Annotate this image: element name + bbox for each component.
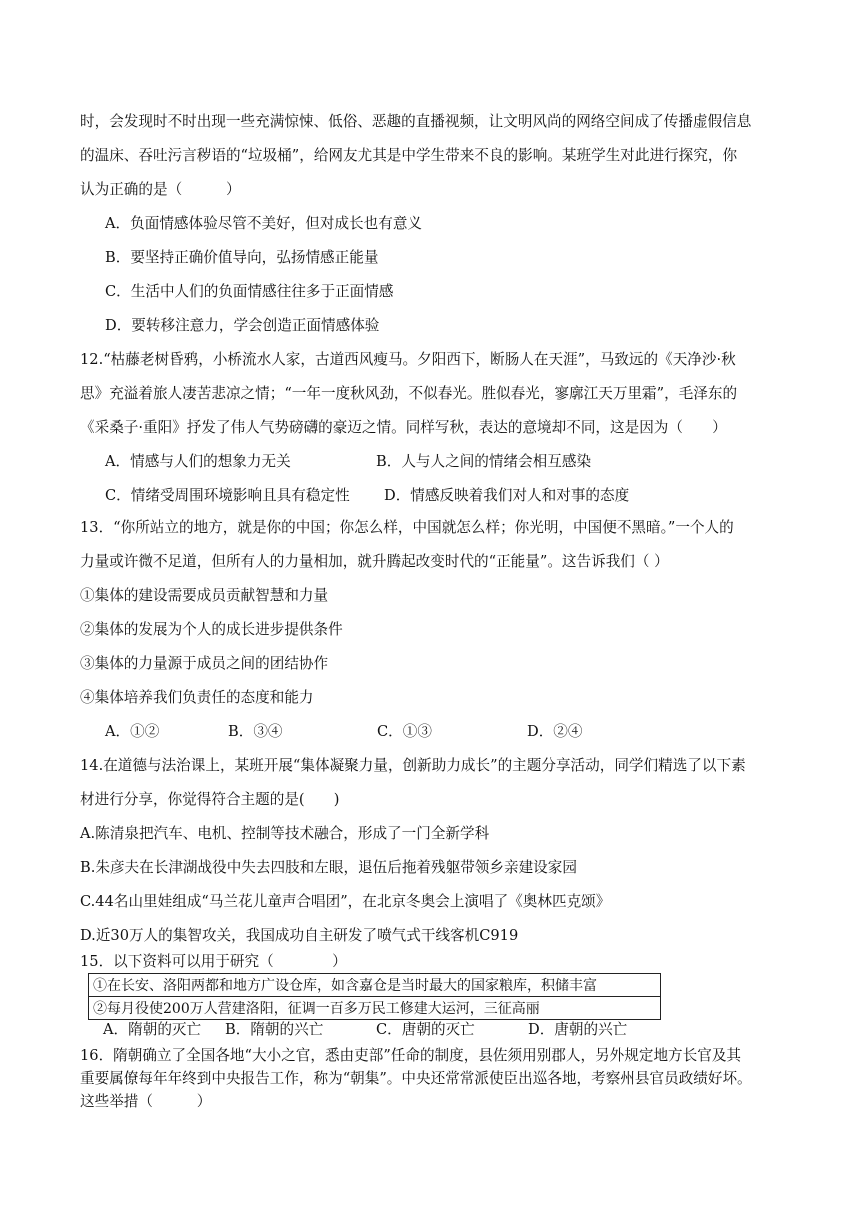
q15-source-table xyxy=(88,973,661,1020)
q14-option-c: C.44名山里娃组成“马兰花儿童声合唱团”，在北京冬奥会上演唱了《奥林匹克颂》 xyxy=(80,893,611,910)
q15-option-c: C．唐朝的灭亡 xyxy=(376,1021,475,1038)
q12-stem-line-1: 12.“枯藤老树昏鸦，小桥流水人家，古道西风瘦马。夕阳西下，断肠人在天涯”，马致远的《天净沙·秋 xyxy=(80,351,736,368)
q14-option-d: D.近30万人的集智攻关，我国成功自主研发了喷气式干线客机C919 xyxy=(80,927,519,944)
q11-stem-line-2: 的温床、吞吐污言秽语的“垃圾桶”，给网友尤其是中学生带来不良的影响。某班学生对此进行探究，你 xyxy=(80,147,738,164)
q11-option-c: C．生活中人们的负面情感往往多于正面情感 xyxy=(105,283,394,300)
q15-option-d: D．唐朝的兴亡 xyxy=(528,1021,628,1038)
q15-option-a: A．隋朝的灭亡 xyxy=(103,1021,202,1038)
q15-source-2: ②每月役使200万人营建洛阳，征调一百多万民工修建大运河，三征高丽 xyxy=(89,997,661,1020)
q11-option-a: A．负面情感体验尽管不美好，但对成长也有意义 xyxy=(105,215,423,232)
q13-option-d: D．②④ xyxy=(527,723,583,740)
q12-stem-line-3: 《采桑子·重阳》抒发了伟人气势磅礴的豪迈之情。同样写秋，表达的意境却不同，这是因为（ ） xyxy=(80,419,727,436)
q15-option-b: B．隋朝的兴亡 xyxy=(225,1021,324,1038)
q14-option-b: B.朱彦夫在长津湖战役中失去四肢和左眼，退伍后拖着残躯带领乡亲建设家园 xyxy=(80,859,577,876)
q15-stem: 15．以下资料可以用于研究（ ） xyxy=(80,953,347,970)
table-row xyxy=(89,974,661,997)
q12-stem-line-2: 思》充溢着旅人凄苦悲凉之情；“一年一度秋风劲，不似春光。胜似春光，寥廓江天万里霜”，毛泽东的 xyxy=(80,385,738,402)
q11-option-b: B．要坚持正确价值导向，弘扬情感正能量 xyxy=(105,249,379,266)
q16-stem-line-2: 重要属僚每年年终到中央报告工作，称为“朝集”。中央还常常派使臣出巡各地，考察州县官员政绩好坏。 xyxy=(80,1070,752,1087)
q12-option-c: C．情绪受周围环境影响且具有稳定性 xyxy=(105,487,350,504)
q16-stem-line-1: 16．隋朝确立了全国各地“大小之官，悉由吏部”任命的制度，县佐须用别郡人，另外规定地方长官及其 xyxy=(80,1047,742,1064)
q13-item-2: ②集体的发展为个人的成长进步提供条件 xyxy=(80,621,343,638)
q11-stem-line-1: 时，会发现时不时出现一些充满惊悚、低俗、恶趣的直播视频，让文明风尚的网络空间成了传播虚假信息 xyxy=(80,113,752,130)
q13-option-c: C．①③ xyxy=(377,723,432,740)
q13-stem-line-1: 13．“你所站立的地方，就是你的中国；你怎么样，中国就怎么样；你光明，中国便不黑暗。”一个人的 xyxy=(80,519,734,536)
q14-option-a: A.陈清泉把汽车、电机、控制等技术融合，形成了一门全新学科 xyxy=(80,825,490,842)
q16-stem-line-3: 这些举措（ ） xyxy=(80,1093,212,1110)
q12-option-d: D．情感反映着我们对人和对事的态度 xyxy=(384,487,630,504)
q12-option-b: B．人与人之间的情绪会相互感染 xyxy=(376,453,592,470)
q14-stem-line-1: 14.在道德与法治课上，某班开展“集体凝聚力量，创新助力成长”的主题分享活动，同学们精选了以下素 xyxy=(80,757,746,774)
q15-source-1: ①在长安、洛阳两都和地方广设仓库，如含嘉仓是当时最大的国家粮库，积储丰富 xyxy=(89,974,661,997)
q11-option-d: D．要转移注意力，学会创造正面情感体验 xyxy=(105,317,380,334)
q13-option-b: B．③④ xyxy=(228,723,283,740)
q13-item-3: ③集体的力量源于成员之间的团结协作 xyxy=(80,655,329,672)
q12-option-a: A．情感与人们的想象力无关 xyxy=(105,453,291,470)
q13-item-4: ④集体培养我们负责任的态度和能力 xyxy=(80,689,314,706)
q13-option-a: A．①② xyxy=(105,723,160,740)
q13-item-1: ①集体的建设需要成员贡献智慧和力量 xyxy=(80,587,329,604)
q13-stem-line-2: 力量或许微不足道，但所有人的力量相加，就升腾起改变时代的“正能量”。这告诉我们（ ） xyxy=(80,553,669,570)
table-row xyxy=(89,997,661,1020)
q14-stem-line-2: 材进行分享，你觉得符合主题的是( ) xyxy=(80,791,340,808)
q11-stem-line-3: 认为正确的是（ ） xyxy=(80,181,241,198)
